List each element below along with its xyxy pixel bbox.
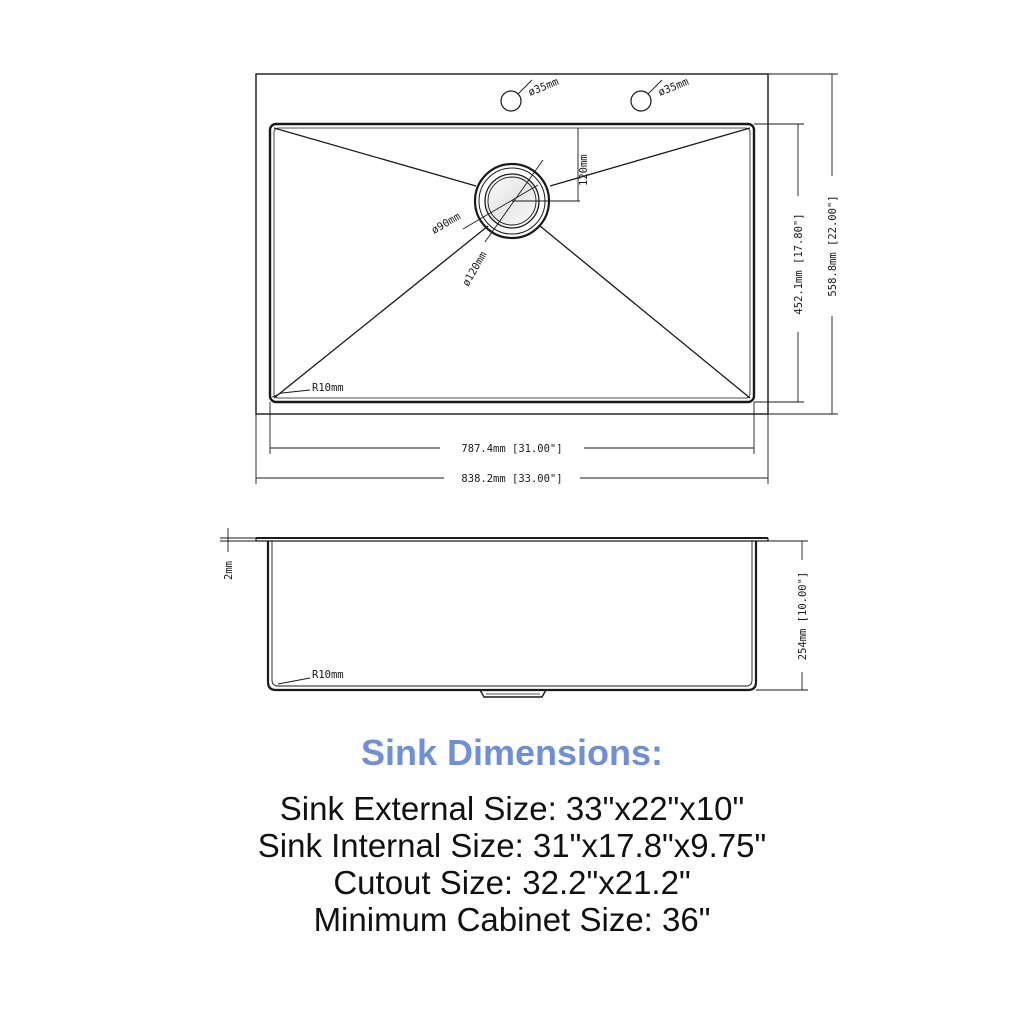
- label-tap-hole-left: ø35mm: [526, 75, 561, 99]
- sink-dimensions-heading: Sink Dimensions:: [360, 732, 664, 773]
- spec-list: [0, 790, 1024, 938]
- sink-inner-bowl: [270, 124, 754, 402]
- side-view: [220, 528, 808, 697]
- label-flange-thickness: 2mm: [223, 561, 235, 580]
- label-drain-offset: 120mm: [578, 154, 590, 186]
- spec-minimum-cabinet-size: Minimum Cabinet Size: 36": [313, 901, 711, 938]
- label-drain-outer: ø120mm: [460, 249, 490, 289]
- dim-flange-thickness: [220, 528, 256, 552]
- spec-cutout-size: Cutout Size: 32.2"x21.2": [333, 864, 691, 901]
- label-corner-radius-side: R10mm: [312, 669, 344, 681]
- top-view-labels: [312, 76, 839, 485]
- label-tap-hole-right: ø35mm: [656, 75, 691, 99]
- label-external-depth: 558.8mm [22.00"]: [827, 195, 839, 297]
- spec-internal-size: Sink Internal Size: 31"x17.8"x9.75": [257, 827, 767, 864]
- spec-external-size: Sink External Size: 33"x22"x10": [279, 790, 745, 827]
- label-internal-depth: 452.1mm [17.80"]: [793, 213, 805, 315]
- side-bowl-outline: [268, 541, 756, 690]
- top-view: [256, 74, 838, 484]
- label-bowl-height: 254mm [10.00"]: [797, 571, 809, 661]
- label-internal-width: 787.4mm [31.00"]: [461, 443, 563, 455]
- label-corner-radius-top: R10mm: [312, 382, 344, 394]
- drain-assembly: [463, 128, 580, 242]
- side-view-labels: [223, 561, 809, 681]
- label-external-width: 838.2mm [33.00"]: [461, 473, 563, 485]
- label-drain-inner: ø90mm: [429, 210, 463, 237]
